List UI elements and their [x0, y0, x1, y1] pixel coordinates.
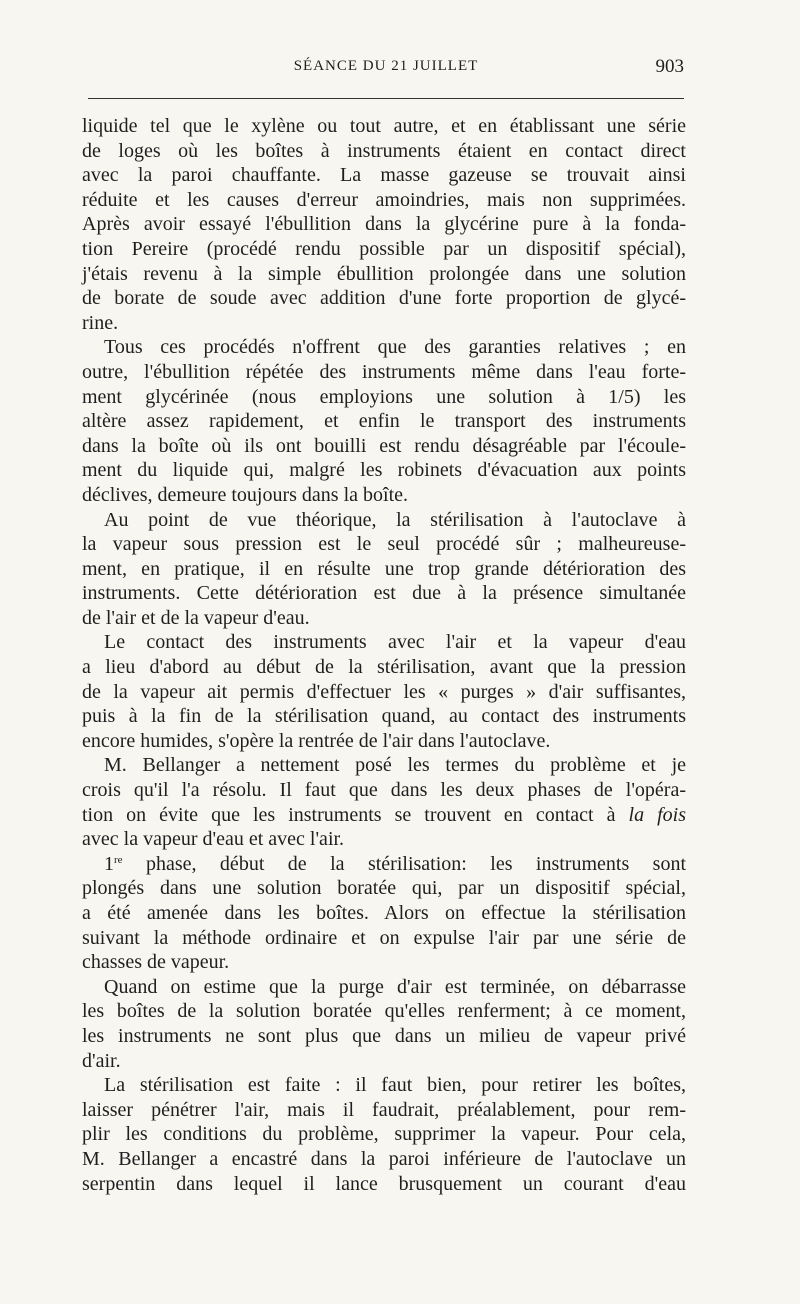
- text-line: rine.: [82, 311, 119, 334]
- text-line: j'étais revenu à la simple ébullition prolongée dans une solution: [82, 262, 686, 285]
- text-line: réduite et les causes d'erreur amoindries, mais non supprimées.: [82, 188, 686, 211]
- text-line: de loges où les boîtes à instruments étaient en contact direct: [82, 139, 686, 162]
- text-line: Le contact des instruments avec l'air et la vapeur d'eau: [104, 631, 686, 654]
- paragraph-4: [82, 630, 686, 753]
- text-line: serpentin dans lequel il lance brusquement un courant d'eau: [82, 1172, 686, 1195]
- text-line: [82, 852, 686, 877]
- page-header: [88, 58, 684, 84]
- text-line: plir les conditions du problème, supprimer la vapeur. Pour cela,: [82, 1123, 686, 1146]
- text-line: plongés dans une solution boratée qui, par un dispositif spécial,: [82, 877, 686, 900]
- text-line: ment du liquide qui, malgré les robinets d'évacuation aux points: [82, 459, 686, 482]
- text-line: avec la vapeur d'eau et avec l'air.: [82, 828, 345, 851]
- text-line: instruments. Cette détérioration est due à la présence simultanée: [82, 582, 686, 605]
- text-line: avec la paroi chauffante. La masse gazeuse se trouvait ainsi: [82, 164, 686, 187]
- text-line: Au point de vue théorique, la stérilisation à l'autoclave à: [104, 508, 686, 531]
- text-segment: tion on évite que les instruments se trouvent en contact à: [82, 803, 616, 826]
- text-line: ment, en pratique, il en résulte une trop grande détérioration des: [82, 557, 686, 580]
- paragraph-7: [82, 975, 686, 1073]
- text-line: suivant la méthode ordinaire et on expulse l'air par une série de: [82, 926, 686, 949]
- body-text: [82, 114, 686, 1196]
- paragraph-3: [82, 508, 686, 631]
- text-line: M. Bellanger a nettement posé les termes du problème et je: [104, 754, 686, 777]
- paragraph-5: [82, 753, 686, 851]
- text-line: les instruments ne sont plus que dans un milieu de vapeur privé: [82, 1024, 686, 1047]
- text-line: M. Bellanger a encastré dans la paroi inférieure de l'autoclave un: [82, 1147, 686, 1170]
- text-line: chasses de vapeur.: [82, 951, 230, 974]
- italic-phrase: la fois: [628, 803, 687, 826]
- text-line: La stérilisation est faite : il faut bien, pour retirer les boîtes,: [104, 1074, 686, 1097]
- page-number: 903: [655, 56, 684, 77]
- text-line: Après avoir essayé l'ébullition dans la glycérine pure à la fonda-: [82, 213, 686, 236]
- ordinal-number: 1: [104, 852, 114, 875]
- text-line: ment glycérinée (nous employions une solution à 1/5) les: [82, 385, 686, 408]
- text-line: Quand on estime que la purge d'air est terminée, on débarrasse: [104, 975, 686, 998]
- text-line: dans la boîte où ils ont bouilli est rendu désagréable par l'écoule-: [82, 434, 686, 457]
- text-line: de borate de soude avec addition d'une forte proportion de glycé-: [82, 287, 686, 310]
- text-line: puis à la fin de la stérilisation quand, au contact des instruments: [82, 705, 686, 728]
- paragraph-1: [82, 114, 686, 335]
- paragraph-6: [82, 852, 686, 975]
- text-line: de l'air et de la vapeur d'eau.: [82, 606, 310, 629]
- text-line: a été amenée dans les boîtes. Alors on effectue la stérilisation: [82, 902, 686, 924]
- text-line: liquide tel que le xylène ou tout autre, et en établissant une série: [82, 115, 686, 137]
- text-line: les boîtes de la solution boratée qu'elles renferment; à ce moment,: [82, 1000, 686, 1023]
- text-line: [82, 803, 686, 828]
- text-line: laisser pénétrer l'air, mais il faudrait, préalablement, pour rem-: [82, 1098, 686, 1121]
- text-line: crois qu'il l'a résolu. Il faut que dans les deux phases de l'opéra-: [82, 779, 686, 802]
- text-line: a lieu d'abord au début de la stérilisation, avant que la pression: [82, 656, 686, 679]
- text-line: de la vapeur ait permis d'effectuer les « purges » d'air suffisantes,: [82, 680, 686, 703]
- text-line: tion Pereire (procédé rendu possible par un dispositif spécial),: [82, 237, 686, 260]
- text-line: d'air.: [82, 1049, 121, 1072]
- header-rule: [88, 98, 684, 99]
- text-segment: phase, début de la stérilisation: les instruments sont: [122, 852, 686, 875]
- text-line: encore humides, s'opère la rentrée de l'air dans l'autoclave.: [82, 729, 551, 752]
- text-line: déclives, demeure toujours dans la boîte.: [82, 483, 409, 506]
- running-head: SÉANCE DU 21 JUILLET: [293, 58, 479, 74]
- paragraph-8: [82, 1073, 686, 1196]
- text-line: outre, l'ébullition répétée des instruments même dans l'eau forte-: [82, 360, 686, 383]
- paragraph-2: [82, 335, 686, 507]
- text-line: Tous ces procédés n'offrent que des garanties relatives ; en: [104, 336, 686, 359]
- text-line: la vapeur sous pression est le seul procédé sûr ; malheureuse-: [82, 533, 686, 556]
- ordinal-suffix: re: [114, 853, 123, 866]
- text-line: altère assez rapidement, et enfin le transport des instruments: [82, 410, 686, 433]
